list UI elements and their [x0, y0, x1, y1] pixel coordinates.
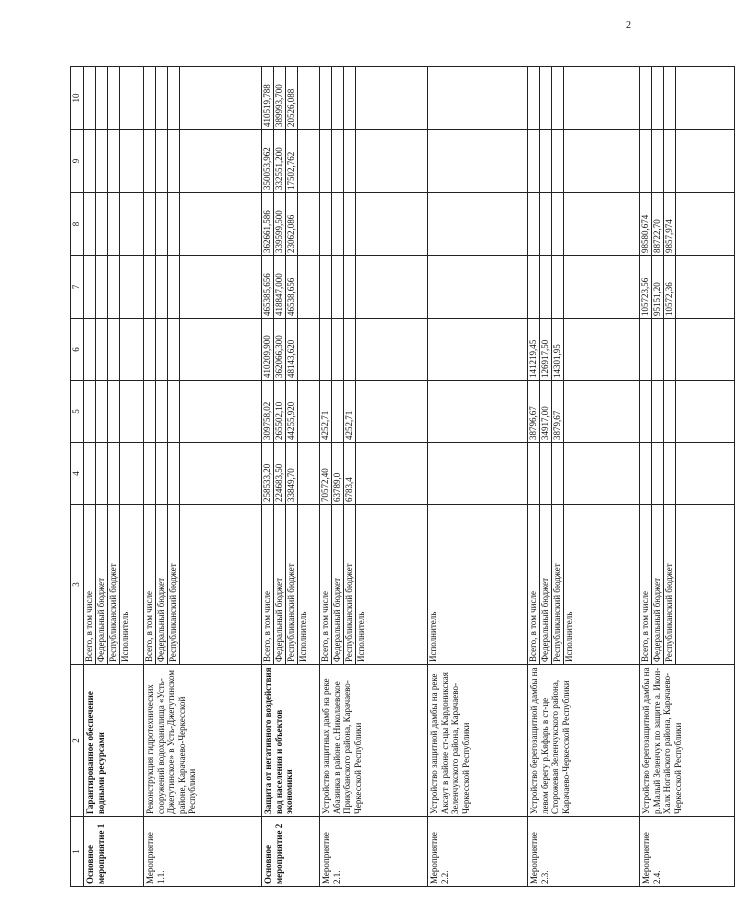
value-line — [144, 193, 156, 255]
value-line — [332, 381, 344, 442]
value-line — [356, 130, 367, 192]
value-line — [298, 256, 309, 318]
value-cell — [144, 130, 262, 193]
value-line — [640, 381, 652, 442]
value-line — [156, 381, 168, 442]
value-line: 20526,088 — [286, 67, 298, 129]
value-cell — [640, 381, 735, 443]
value-line — [120, 443, 131, 504]
value-cell — [262, 319, 320, 381]
value-line — [332, 130, 344, 192]
value-line — [144, 67, 156, 129]
value-line: 10572,36 — [664, 256, 676, 318]
funding-source-line: Республиканский бюджет — [552, 505, 564, 664]
value-cell — [320, 256, 428, 319]
funding-source-line: Исполнитель — [298, 611, 308, 662]
value-line: 38796,67 — [528, 381, 540, 442]
funding-source-line: Всего, в том числе — [84, 505, 96, 664]
value-line — [564, 319, 575, 380]
value-line — [168, 381, 180, 442]
value-line — [344, 130, 356, 192]
value-line — [428, 381, 439, 442]
column-header-1: 1 — [71, 817, 84, 887]
funding-source-line: Республиканский бюджет — [344, 505, 356, 664]
value-cell — [144, 443, 262, 505]
funding-source-line: Всего, в том числе — [528, 505, 540, 664]
row-label: Мероприятие 1.1. — [144, 817, 262, 887]
value-line — [144, 256, 156, 318]
value-line — [156, 193, 168, 255]
value-line — [84, 319, 96, 380]
value-cell — [640, 319, 735, 381]
value-line: 33849,70 — [286, 443, 298, 504]
value-line — [528, 67, 540, 129]
value-line — [96, 381, 108, 442]
value-line — [640, 130, 652, 192]
row-label: Мероприятие 2.2. — [428, 817, 528, 887]
value-line — [552, 443, 564, 504]
value-line: 14301,95 — [552, 319, 564, 380]
value-line — [120, 130, 131, 192]
row-description: Устройство защитных дамб на реке Абазинка в районе с.Николаевское Прикубанского района, Карачаево-Черкесской Республики — [320, 665, 428, 817]
value-line: 350053,962 — [262, 130, 274, 192]
funding-source-line — [180, 505, 191, 664]
value-line — [676, 381, 687, 442]
value-line — [168, 67, 180, 129]
value-line — [676, 256, 687, 318]
value-line — [428, 319, 439, 380]
value-line — [84, 381, 96, 442]
value-cell — [320, 130, 428, 193]
funding-source-line — [676, 505, 687, 664]
value-line: 265502,10 — [274, 381, 286, 442]
value-line — [356, 67, 367, 129]
value-cell — [428, 130, 528, 193]
value-cell — [144, 193, 262, 256]
funding-source-line: Республиканский бюджет — [108, 505, 120, 664]
value-line: 339599,500 — [274, 193, 286, 255]
value-line — [428, 256, 439, 318]
value-line — [298, 67, 309, 129]
value-cell — [262, 193, 320, 256]
funding-source-line: Республиканский бюджет — [168, 505, 180, 664]
value-cell — [320, 381, 428, 443]
value-line — [552, 193, 564, 255]
value-line — [564, 256, 575, 318]
value-line — [156, 67, 168, 129]
funding-source-line: Исполнитель — [120, 611, 130, 662]
value-line — [540, 130, 552, 192]
value-line: 63789,0 — [332, 443, 344, 504]
value-line — [96, 130, 108, 192]
value-line — [552, 67, 564, 129]
value-line — [96, 443, 108, 504]
funding-source-cell — [528, 505, 640, 665]
value-line — [96, 193, 108, 255]
value-line — [156, 130, 168, 192]
row-label: Основное мероприятие 1 — [84, 817, 144, 887]
value-line — [528, 130, 540, 192]
value-line — [332, 256, 344, 318]
rotated-table-container — [70, 67, 683, 887]
budget-table — [70, 66, 735, 887]
value-cell — [84, 381, 144, 443]
value-line — [156, 319, 168, 380]
value-line: 3879,67 — [552, 381, 564, 442]
value-line — [428, 443, 439, 504]
row-label: Мероприятие 2.4. — [640, 817, 735, 887]
value-line — [564, 193, 575, 255]
value-cell — [144, 67, 262, 130]
column-header-4: 4 — [71, 443, 84, 505]
value-cell — [262, 443, 320, 505]
column-header-5: 5 — [71, 381, 84, 443]
value-line — [664, 381, 676, 442]
value-line — [108, 130, 120, 192]
value-line: 362066,300 — [274, 319, 286, 380]
table-row — [640, 67, 735, 887]
value-cell — [320, 67, 428, 130]
value-line — [144, 319, 156, 380]
value-cell — [428, 319, 528, 381]
value-line — [108, 256, 120, 318]
funding-source-line: Федеральный бюджет — [156, 505, 168, 664]
table-row — [144, 67, 262, 887]
value-line — [552, 256, 564, 318]
value-cell — [640, 67, 735, 130]
value-line — [356, 381, 367, 442]
column-header-8: 8 — [71, 193, 84, 256]
value-line — [564, 443, 575, 504]
value-line — [96, 256, 108, 318]
value-line — [356, 443, 367, 504]
value-line — [332, 319, 344, 380]
value-line: 126917,50 — [540, 319, 552, 380]
value-line — [120, 319, 131, 380]
value-line: 224683,50 — [274, 443, 286, 504]
table-row — [428, 67, 528, 887]
value-line — [640, 67, 652, 129]
value-line — [332, 67, 344, 129]
value-line: 362661,586 — [262, 193, 274, 255]
value-line — [652, 443, 664, 504]
value-line — [108, 443, 120, 504]
value-line: 4252,71 — [320, 381, 332, 442]
value-line — [84, 193, 96, 255]
value-cell — [84, 130, 144, 193]
value-line: 70572,40 — [320, 443, 332, 504]
value-cell — [84, 193, 144, 256]
funding-source-line: Федеральный бюджет — [540, 505, 552, 664]
value-cell — [528, 381, 640, 443]
table-row — [262, 67, 320, 887]
value-line — [108, 67, 120, 129]
value-cell — [528, 130, 640, 193]
value-line — [156, 443, 168, 504]
value-line — [676, 130, 687, 192]
value-cell — [84, 443, 144, 505]
value-line — [120, 67, 131, 129]
row-description: Гарантированное обеспечение водными ресурсами — [84, 665, 144, 817]
value-line — [344, 67, 356, 129]
funding-source-cell — [428, 505, 528, 665]
value-line — [320, 256, 332, 318]
value-line — [96, 319, 108, 380]
value-cell — [262, 256, 320, 319]
value-cell — [428, 256, 528, 319]
value-line — [564, 130, 575, 192]
value-line — [180, 130, 191, 192]
value-cell — [320, 193, 428, 256]
value-line — [320, 319, 332, 380]
funding-source-line: Всего, в том числе — [262, 505, 274, 664]
value-line — [168, 256, 180, 318]
value-line — [180, 443, 191, 504]
value-line — [298, 130, 309, 192]
value-line: 17502,762 — [286, 130, 298, 192]
value-line — [664, 67, 676, 129]
row-label: Мероприятие 2.1. — [320, 817, 428, 887]
value-line — [664, 443, 676, 504]
value-cell — [428, 443, 528, 505]
value-line — [320, 130, 332, 192]
funding-source-line: Республиканский бюджет — [286, 505, 298, 664]
value-line — [664, 319, 676, 380]
value-line — [84, 256, 96, 318]
value-line — [120, 381, 131, 442]
value-line: 46538,656 — [286, 256, 298, 318]
value-line — [344, 256, 356, 318]
value-line — [320, 193, 332, 255]
value-cell — [320, 443, 428, 505]
value-cell — [528, 67, 640, 130]
value-line — [640, 443, 652, 504]
value-line — [144, 130, 156, 192]
value-line: 410209,900 — [262, 319, 274, 380]
value-line — [108, 381, 120, 442]
value-line: 44255,920 — [286, 381, 298, 442]
value-cell — [428, 67, 528, 130]
value-line — [120, 193, 131, 255]
value-cell — [320, 319, 428, 381]
table-row — [84, 67, 144, 887]
value-line — [156, 256, 168, 318]
value-line — [344, 193, 356, 255]
value-line — [540, 443, 552, 504]
value-line — [356, 193, 367, 255]
value-line — [428, 67, 439, 129]
value-line: 88722,70 — [652, 193, 664, 255]
value-line: 141219,45 — [528, 319, 540, 380]
value-line — [168, 319, 180, 380]
value-line — [84, 443, 96, 504]
value-line — [108, 319, 120, 380]
value-line: 465385,656 — [262, 256, 274, 318]
funding-source-cell — [262, 505, 320, 665]
value-line — [168, 193, 180, 255]
value-line — [168, 443, 180, 504]
value-line — [180, 319, 191, 380]
value-line — [356, 256, 367, 318]
funding-source-line: Всего, в том числе — [320, 505, 332, 664]
value-cell — [428, 193, 528, 256]
value-line: 9857,974 — [664, 193, 676, 255]
value-line — [652, 67, 664, 129]
value-line — [528, 193, 540, 255]
value-line — [428, 130, 439, 192]
header-row — [71, 67, 84, 887]
table-body — [84, 67, 735, 887]
row-label: Мероприятие 2.3. — [528, 817, 640, 887]
value-line — [84, 130, 96, 192]
value-line — [540, 67, 552, 129]
table-row — [320, 67, 428, 887]
funding-source-line: Исполнитель — [428, 611, 438, 662]
value-line — [356, 319, 367, 380]
value-cell — [528, 443, 640, 505]
value-cell — [528, 256, 640, 319]
value-cell — [84, 67, 144, 130]
value-line — [652, 381, 664, 442]
column-header-10: 10 — [71, 67, 84, 130]
row-description: Устройство берегозащитной дамбы на левом берегу р.Кяфарь в ст-це Сторожевая Зеленчукского района, Карачаево-Черкесской Республики — [528, 665, 640, 817]
value-line — [676, 193, 687, 255]
value-cell — [640, 443, 735, 505]
funding-source-line: Всего, в том числе — [640, 505, 652, 664]
funding-source-cell — [320, 505, 428, 665]
column-header-7: 7 — [71, 256, 84, 319]
value-line — [298, 443, 309, 504]
value-line: 418847,000 — [274, 256, 286, 318]
value-line: 389993,700 — [274, 67, 286, 129]
value-cell — [262, 381, 320, 443]
value-line — [528, 256, 540, 318]
row-description: Защита от негативного воздействия вод населения и объектов экономики — [262, 665, 320, 817]
value-line — [652, 130, 664, 192]
funding-source-line: Федеральный бюджет — [332, 505, 344, 664]
value-line — [180, 67, 191, 129]
value-cell — [144, 381, 262, 443]
value-line — [640, 319, 652, 380]
value-cell — [262, 130, 320, 193]
value-line — [676, 319, 687, 380]
column-header-9: 9 — [71, 130, 84, 193]
funding-source-line: Федеральный бюджет — [652, 505, 664, 664]
funding-source-cell — [640, 505, 735, 665]
value-line — [564, 381, 575, 442]
row-label: Основное мероприятие 2 — [262, 817, 320, 887]
value-line — [540, 193, 552, 255]
column-header-3: 3 — [71, 505, 84, 665]
value-line: 258533,20 — [262, 443, 274, 504]
value-line: 410519,788 — [262, 67, 274, 129]
value-line — [344, 319, 356, 380]
value-line — [652, 319, 664, 380]
value-line — [144, 443, 156, 504]
value-cell — [262, 67, 320, 130]
value-line — [180, 193, 191, 255]
value-line — [676, 443, 687, 504]
value-cell — [528, 319, 640, 381]
value-line — [96, 67, 108, 129]
value-cell — [428, 381, 528, 443]
value-line — [298, 381, 309, 442]
value-cell — [528, 193, 640, 256]
value-line — [144, 381, 156, 442]
funding-source-line: Исполнитель — [564, 611, 574, 662]
value-line — [84, 67, 96, 129]
value-line — [180, 381, 191, 442]
value-line — [298, 319, 309, 380]
column-header-6: 6 — [71, 319, 84, 381]
value-cell — [640, 256, 735, 319]
value-line — [664, 130, 676, 192]
value-line — [320, 67, 332, 129]
value-line: 309758,02 — [262, 381, 274, 442]
table-row — [528, 67, 640, 887]
row-description: Устройство защитной дамбы на реке Аксаут в районе ст-цы Кардоникская Зеленчукского района, Карачаево-Черкесской Республики — [428, 665, 528, 817]
value-line — [676, 67, 687, 129]
value-line: 34917,00 — [540, 381, 552, 442]
funding-source-cell — [144, 505, 262, 665]
value-cell — [144, 319, 262, 381]
funding-source-line: Федеральный бюджет — [96, 505, 108, 664]
value-line — [120, 256, 131, 318]
value-cell — [84, 319, 144, 381]
funding-source-cell — [84, 505, 144, 665]
value-cell — [144, 256, 262, 319]
funding-source-line: Всего, в том числе — [144, 505, 156, 664]
value-line — [298, 193, 309, 255]
value-line — [168, 130, 180, 192]
value-line: 95151,20 — [652, 256, 664, 318]
page-number: 2 — [626, 20, 631, 31]
value-line: 23062,086 — [286, 193, 298, 255]
value-line — [180, 256, 191, 318]
value-line — [528, 443, 540, 504]
value-line — [552, 130, 564, 192]
funding-source-line: Федеральный бюджет — [274, 505, 286, 664]
row-description: Реконструкция гидротехнических сооружений водохранилища «Усть-Джегутинское» в Усть-Джегутинском районе, Карачаево-Черкесской Республики — [144, 665, 262, 817]
row-description: Устройство берегозащитной дамбы на р.Малый Зеленчук по защите а. Икон-Халк Ногайского района, Карачаево-Черкесской Республики — [640, 665, 735, 817]
funding-source-line: Исполнитель — [356, 611, 366, 662]
value-cell — [84, 256, 144, 319]
value-line: 4252,71 — [344, 381, 356, 442]
value-line — [332, 193, 344, 255]
value-line: 98580,674 — [640, 193, 652, 255]
value-line: 332551,200 — [274, 130, 286, 192]
value-line — [108, 193, 120, 255]
value-line: 6783,4 — [344, 443, 356, 504]
value-line: 48143,620 — [286, 319, 298, 380]
column-header-2: 2 — [71, 665, 84, 817]
value-cell — [640, 130, 735, 193]
value-line — [564, 67, 575, 129]
value-cell — [640, 193, 735, 256]
value-line: 105723,56 — [640, 256, 652, 318]
funding-source-line: Республиканский бюджет — [664, 505, 676, 664]
value-line — [540, 256, 552, 318]
value-line — [428, 193, 439, 255]
